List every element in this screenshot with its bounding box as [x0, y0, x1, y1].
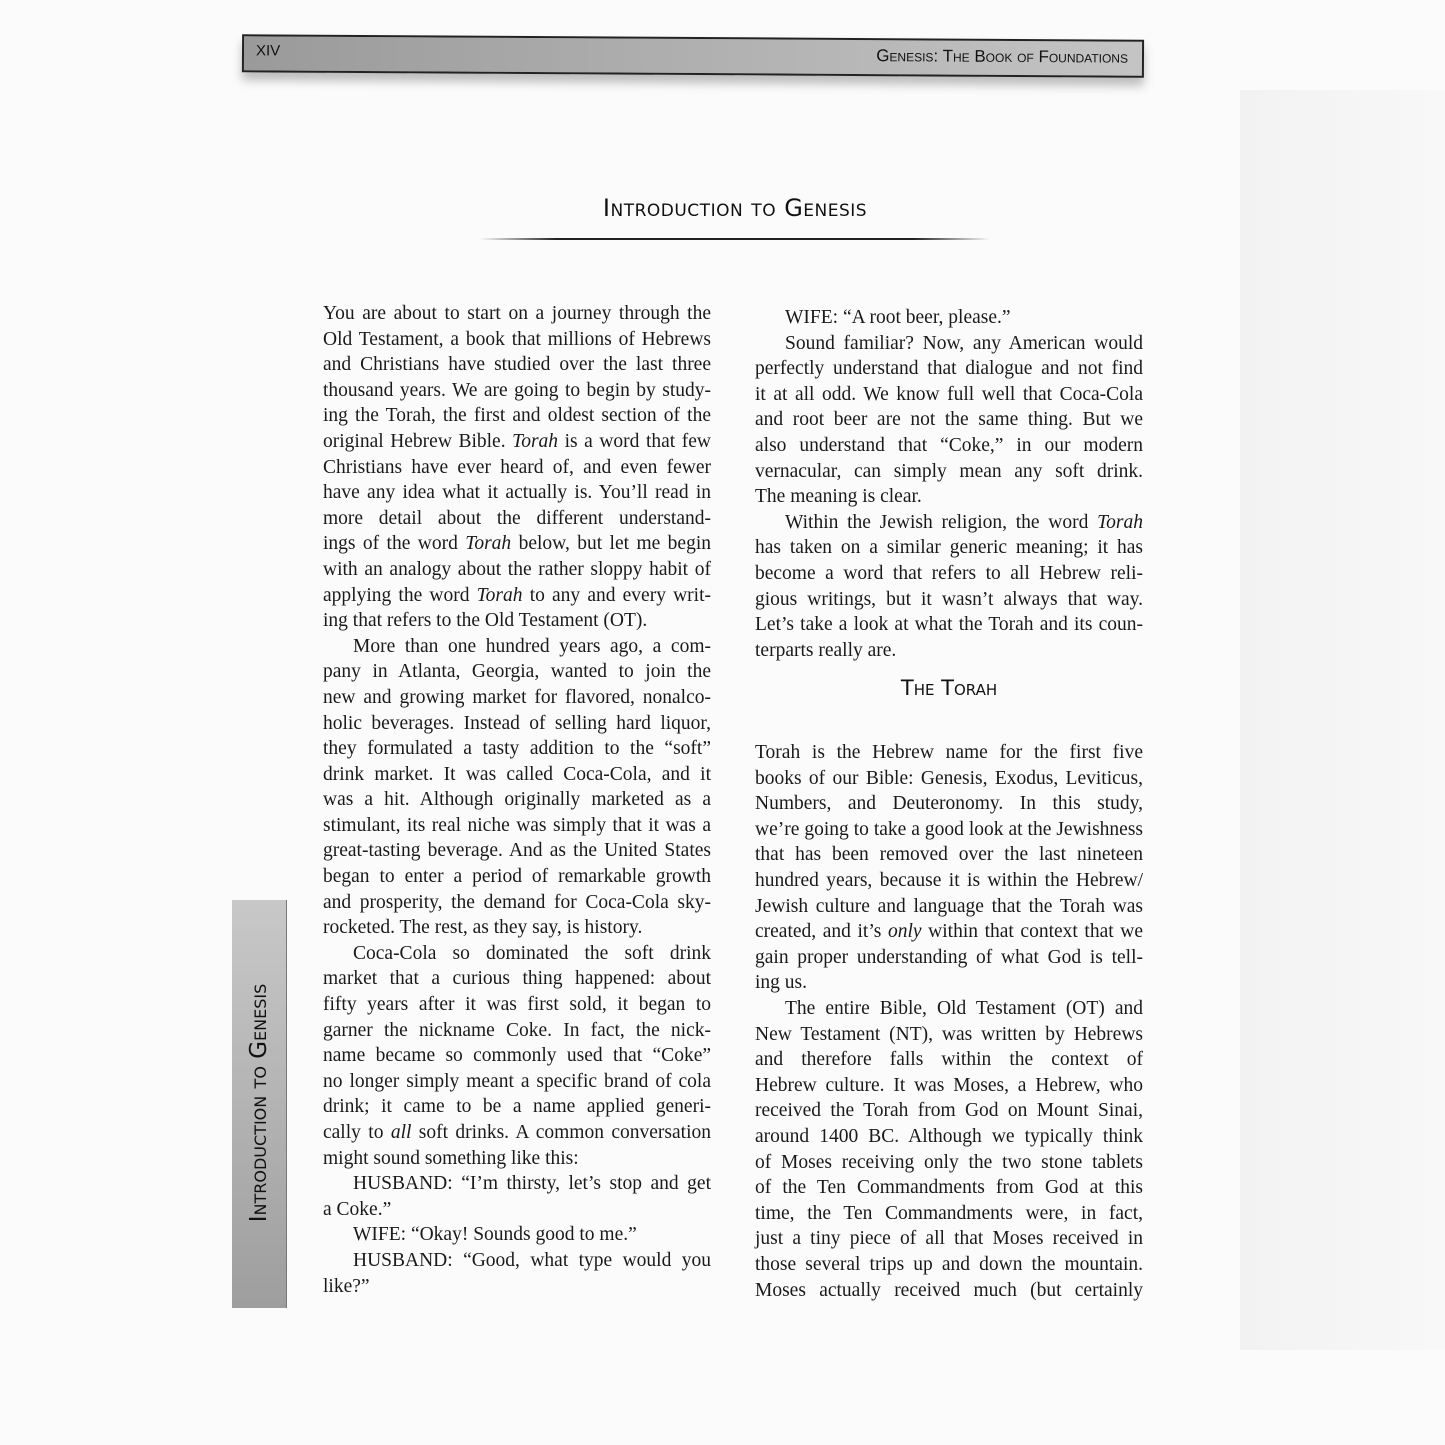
- text-line: The entire Bible, Old Testament (OT) and: [785, 998, 1143, 1020]
- text-line: was a hit. Although originally marketed as a: [323, 789, 711, 811]
- text-line: of the Ten Commandments from God at this: [755, 1177, 1143, 1199]
- section-heading: The Torah: [900, 676, 998, 701]
- text-line: drink; it came to be a name applied generi-: [323, 1096, 711, 1118]
- text-line: stimulant, its real niche was simply that it was a: [323, 814, 711, 836]
- text-line: just a tiny piece of all that Moses received in: [755, 1228, 1143, 1250]
- text-line: Sound familiar? Now, any American would: [785, 332, 1143, 354]
- text-line: Moses actually received much (but certainly: [755, 1279, 1143, 1301]
- text-line: HUSBAND: “I’m thirsty, let’s stop and get: [353, 1173, 711, 1195]
- text-line: gious writings, but it wasn’t always that way.: [755, 588, 1143, 610]
- text-line: New Testament (NT), was written by Hebrews: [755, 1023, 1143, 1045]
- title-rule: [480, 238, 990, 240]
- text-line: Jewish culture and language that the Torah was: [755, 895, 1143, 917]
- text-line: market that a curious thing happened: about: [323, 968, 711, 990]
- right-column: [755, 305, 1143, 1303]
- text-line: Numbers, and Deuteronomy. In this study,: [755, 793, 1143, 815]
- text-line: hundred years, because it is within the Hebrew/: [755, 870, 1143, 892]
- text-line: have any idea what it actually is. You’ll read in: [323, 482, 711, 504]
- text-line: around 1400 BC. Although we typically think: [755, 1126, 1143, 1148]
- text-line: WIFE: “A root beer, please.”: [785, 307, 1011, 328]
- side-tab: [232, 900, 287, 1308]
- text-line: Torah is the Hebrew name for the first five: [755, 742, 1143, 764]
- text-line: You are about to start on a journey through the: [323, 303, 711, 324]
- text-line: and prosperity, the demand for Coca-Cola sky-: [323, 891, 711, 913]
- paragraph: [323, 1171, 711, 1222]
- text-line: time, the Ten Commandments were, in fact,: [755, 1202, 1143, 1224]
- paragraph: [323, 634, 711, 941]
- text-line: Within the Jewish religion, the word Torah: [785, 511, 1143, 533]
- text-line: More than one hundred years ago, a com-: [353, 635, 711, 657]
- chapter-title: Introduction to Genesis: [602, 194, 868, 222]
- paragraph: [755, 996, 1143, 1303]
- text-line: Let’s take a look at what the Torah and its coun-: [755, 614, 1143, 636]
- text-line: Hebrew culture. It was Moses, a Hebrew, who: [755, 1074, 1143, 1096]
- text-line: gain proper understanding of what God is tell-: [755, 946, 1143, 968]
- paragraph: [755, 510, 1143, 664]
- text-line: new and growing market for flavored, nonalco-: [323, 686, 711, 708]
- text-line: ing us.: [755, 972, 808, 994]
- text-line: those several trips up and down the mountain.: [755, 1253, 1143, 1275]
- paragraph: [323, 301, 711, 634]
- text-line: they formulated a tasty addition to the “soft”: [323, 738, 711, 760]
- paragraph: [323, 1222, 711, 1248]
- text-line: we’re going to take a good look at the Jewishness: [755, 818, 1143, 840]
- text-line: also understand that “Coke,” in our modern: [755, 434, 1143, 456]
- text-line: original Hebrew Bible. Torah is a word that few: [323, 430, 711, 452]
- text-line: drink market. It was called Coca-Cola, and it: [323, 763, 711, 785]
- text-line: great-tasting beverage. And as the United States: [323, 840, 711, 862]
- text-line: might sound something like this:: [323, 1147, 579, 1169]
- text-line: perfectly understand that dialogue and not find: [755, 358, 1143, 380]
- text-line: and therefore falls within the context of: [755, 1049, 1143, 1071]
- side-tab-label: Introduction to Genesis: [246, 983, 272, 1223]
- text-line: fifty years after it was first sold, it began to: [323, 994, 711, 1016]
- text-line: and Christians have studied over the last three: [323, 354, 711, 376]
- page-number: XIV: [255, 42, 281, 60]
- text-line: become a word that refers to all Hebrew reli-: [755, 562, 1143, 584]
- text-line: like?”: [323, 1275, 370, 1297]
- text-line: terparts really are.: [755, 639, 897, 661]
- text-line: holic beverages. Instead of selling hard liquor,: [323, 712, 711, 734]
- text-line: Christians have ever heard of, and even fewer: [323, 456, 711, 478]
- text-line: cally to all soft drinks. A common conversation: [323, 1122, 711, 1143]
- book-title: Genesis: The Book of Foundations: [876, 46, 1129, 67]
- paragraph: [755, 305, 1143, 331]
- text-line: no longer simply meant a specific brand of cola: [323, 1070, 711, 1092]
- text-line: applying the word Torah to any and every writ-: [323, 584, 712, 606]
- text-line: Old Testament, a book that millions of Hebrews: [323, 328, 711, 350]
- paragraph: [755, 740, 1143, 996]
- text-line: books of our Bible: Genesis, Exodus, Leviticus,: [755, 767, 1143, 789]
- text-line: pany in Atlanta, Georgia, wanted to join the: [323, 661, 711, 683]
- page-edge: [1240, 90, 1445, 1350]
- text-line: thousand years. We are going to begin by study-: [323, 379, 711, 401]
- text-line: more detail about the different understand-: [323, 507, 711, 529]
- paragraph: [323, 1248, 711, 1299]
- text-line: ing that refers to the Old Testament (OT).: [323, 610, 648, 632]
- text-line: ings of the word Torah below, but let me begin: [323, 533, 711, 555]
- text-line: vernacular, can simply mean any soft drink.: [755, 460, 1143, 482]
- paragraph: [755, 331, 1143, 510]
- text-line: Coca-Cola so dominated the soft drink: [353, 942, 711, 964]
- text-line: of Moses receiving only the two stone tablets: [755, 1151, 1143, 1173]
- left-column: [323, 301, 711, 1299]
- text-line: HUSBAND: “Good, what type would you: [353, 1249, 711, 1271]
- text-line: WIFE: “Okay! Sounds good to me.”: [353, 1224, 637, 1246]
- text-line: a Coke.”: [323, 1198, 392, 1220]
- text-line: The meaning is clear.: [755, 486, 922, 508]
- text-line: it at all odd. We know full well that Coca-Cola: [755, 383, 1143, 405]
- text-line: received the Torah from God on Mount Sinai,: [755, 1100, 1143, 1122]
- text-line: has taken on a similar generic meaning; it has: [755, 537, 1143, 559]
- text-line: name became so commonly used that “Coke”: [323, 1045, 711, 1067]
- running-header: [242, 34, 1144, 78]
- text-line: and root beer are not the same thing. But we: [755, 409, 1143, 431]
- paragraph: [323, 941, 711, 1171]
- text-line: garner the nickname Coke. In fact, the nick-: [323, 1019, 711, 1041]
- text-line: rocketed. The rest, as they say, is history.: [323, 917, 643, 939]
- text-line: ing the Torah, the first and oldest section of the: [323, 405, 711, 427]
- text-line: with an analogy about the rather sloppy habit of: [323, 558, 711, 580]
- text-line: that has been removed over the last nineteen: [755, 844, 1143, 866]
- text-line: created, and it’s only within that context that we: [755, 921, 1144, 943]
- text-line: began to enter a period of remarkable growth: [323, 866, 711, 888]
